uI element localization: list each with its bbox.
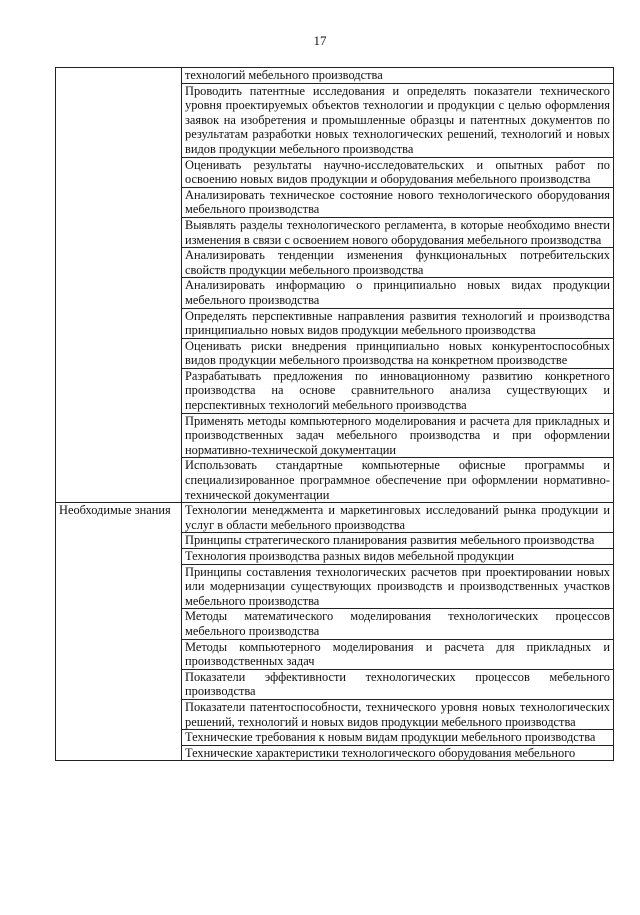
table-cell: Оценивать результаты научно-исследовательских и опытных работ по освоению новых видов продукции и оборудования мебельного производства [182,157,614,187]
table-cell: Анализировать тенденции изменения функциональных потребительских свойств продукции мебельного производства [182,248,614,278]
competency-table-body [56,68,614,761]
table-cell: Оценивать риски внедрения принципиально новых конкурентоспособных видов продукции мебельного производства на конкретном производстве [182,338,614,368]
competency-table [55,67,614,761]
page-number: 17 [313,33,327,48]
table-cell: Анализировать информацию о принципиально новых видах продукции мебельного производства [182,278,614,308]
table-cell: Методы математического моделирования технологических процессов мебельного производства [182,609,614,639]
table-cell: Принципы составления технологических расчетов при проектировании новых или модернизации существующих производств и производственных участков мебельного производства [182,564,614,609]
table-cell: Технологии менеджмента и маркетинговых исследований рынка продукции и услуг в области мебельного производства [182,503,614,533]
table-cell: Показатели эффективности технологических процессов мебельного производства [182,669,614,699]
table-cell: Методы компьютерного моделирования и расчета для прикладных и производственных задач [182,639,614,669]
table-cell: Показатели патентоспособности, технического уровня новых технологических решений, технологий и новых видов продукции мебельного производства [182,699,614,729]
table-cell: Применять методы компьютерного моделирования и расчета для прикладных и производственных задач мебельного производства и при оформлении нормативно-технической документации [182,413,614,458]
section-label: Необходимые знания [56,503,182,761]
table-cell: Выявлять разделы технологического регламента, в которые необходимо внести изменения в связи с освоением нового оборудования мебельного производства [182,217,614,247]
section-label [56,68,182,503]
table-cell: Определять перспективные направления развития технологий и производства принципиально новых видов продукции мебельного производства [182,308,614,338]
table-row [56,503,614,533]
table-cell: Разрабатывать предложения по инновационному развитию конкретного производства на основе сравнительного анализа существующих и перспективных технологий мебельного производства [182,368,614,413]
table-cell: Анализировать техническое состояние нового технологического оборудования мебельного производства [182,187,614,217]
table-cell: Технические характеристики технологического оборудования мебельного [182,745,614,761]
table-cell: Принципы стратегического планирования развития мебельного производства [182,533,614,549]
table-cell: Проводить патентные исследования и определять показатели технического уровня проектируемых объектов технологии и продукции с целью оформления заявок на изобретения и промышленные образцы и патентных документов по результатам разработки новых технологических решений, технологий и новых видов продукции мебельного производства [182,83,614,157]
table-cell: Использовать стандартные компьютерные офисные программы и специализированное программное обеспечение при оформлении нормативно-технической документации [182,458,614,503]
table-row [56,68,614,84]
table-cell: Технология производства разных видов мебельной продукции [182,549,614,565]
table-cell: Технические требования к новым видам продукции мебельного производства [182,730,614,746]
table-cell: технологий мебельного производства [182,68,614,84]
